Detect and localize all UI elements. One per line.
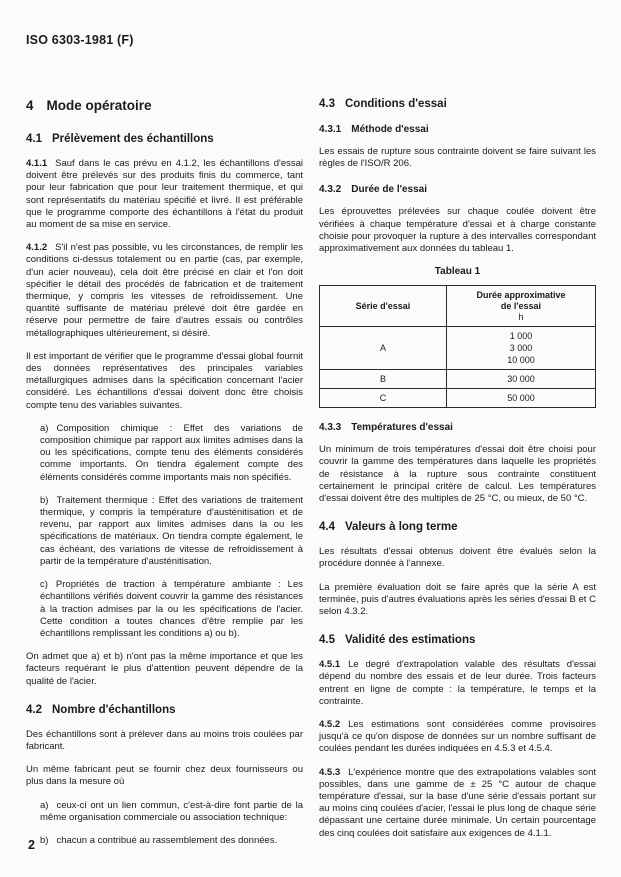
section-heading-4 — [26, 98, 303, 113]
document-reference: ISO 6303-1981 (F) — [26, 33, 134, 47]
left-column — [26, 88, 303, 858]
list-item-text: chacun a contribué au rassemblement des données. — [56, 834, 278, 846]
paragraph-4-4-a: Les résultats d'essai obtenus doivent être évalués selon la procédure donnée à l'annexe. — [319, 546, 596, 570]
clause-number: 4.1 — [26, 133, 42, 145]
list-item-label: a) — [40, 799, 49, 811]
list-item-text: ceux-ci ont un lien commun, c'est-à-dire font partie de la même organisation commerciale ou association technique: — [40, 799, 303, 823]
list-item-label: b) — [40, 834, 49, 846]
list-item-text: Traitement thermique : Effet des variations de traitement thermique, y compris la température d'austénitisation et de revenu, par rapport aux limites admises dans la ou les spécifications de matériaux. On tiendra compte également, le cas échéant, des variations de vitesse de refroidissement à partir de la température d'austénitisation. — [40, 494, 303, 567]
clause-text: Les estimations sont considérées comme provisoires jusqu'à ce qu'on dispose de données sur un nombre suffisant de coulées pendant les durées indiquées en 4.5.3 et 4.5.4. — [319, 719, 596, 755]
list-item-label: b) — [40, 494, 49, 506]
clause-text: Sauf dans le cas prévu en 4.1.2, les échantillons d'essai doivent être prélevés sur des produits finis du commerce, tant pour leur fabrication que pour leur traitement thermique, et qui sont représentatifs du matériau spécifié et livré. Il est préférable que le programme comporte des échantillons à l'état du produit au moment de sa mise en service. — [26, 158, 303, 231]
list-item-b — [40, 495, 303, 568]
clause-number: 4.5.1 — [319, 659, 341, 671]
list-item-c — [40, 579, 303, 640]
clause-text: S'il n'est pas possible, vu les circonstances, de remplir les conditions ci-dessus totalement ou en partie (cas, par exemple, d'un acier nouveau), cela doit être précisé en clair et l'on doit spécifier le détail des procédés de fabrication et de traitement thermique, y compris les vitesses de refroidissement. Une quantité suffisante de matériau prélevé doit être gardée en réserve pour permettre de faire d'autres essais ou contrôles métallographiques ultérieurement, si désiré. — [26, 242, 303, 339]
table-cell-serie: B — [320, 370, 447, 389]
duration-value: 10 000 — [507, 355, 535, 366]
paragraph-4-5-2 — [319, 719, 596, 756]
clause-title: Méthode d'essai — [351, 124, 429, 135]
paragraph-important: Il est important de vérifier que le programme d'essai global fournit des données représentatives des principales variables métallurgiques admises dans la spécification concernant l'acier considéré. Les échantillons d'essai doivent donc être choisis compte tenu des variables suivantes. — [26, 350, 303, 411]
clause-title: Prélèvement des échantillons — [52, 133, 214, 145]
table-row-a — [320, 327, 596, 370]
paragraph-4-1-1 — [26, 158, 303, 231]
table-cell-serie: C — [320, 389, 447, 408]
clause-number: 4.3 — [319, 98, 335, 110]
table-cell-durations: 30 000 — [446, 370, 595, 389]
clause-title: Valeurs à long terme — [345, 521, 458, 534]
paragraph-prelever: Des échantillons sont à prélever dans au moins trois coulées par fabricant. — [26, 728, 303, 752]
table-header-serie: Série d'essai — [320, 286, 447, 327]
clause-number: 4.1.2 — [26, 242, 48, 254]
paragraph-4-3-1: Les essais de rupture sous contrainte doivent se faire suivant les règles de l'ISO/R 206. — [319, 146, 596, 170]
duration-value: 1 000 — [509, 331, 533, 342]
heading-4-3-1 — [319, 124, 596, 135]
clause-title: Températures d'essai — [351, 422, 453, 434]
clause-title: Durée de l'essai — [351, 184, 428, 196]
clause-number: 4.5 — [319, 634, 335, 647]
heading-4-1 — [26, 133, 303, 145]
paragraph-fabricant: Un même fabricant peut se fournir chez deux fournisseurs ou plus dans la mesure où — [26, 764, 303, 788]
clause-title: Conditions d'essai — [345, 98, 447, 110]
clause-number: 4.5.2 — [319, 719, 341, 731]
clause-number: 4.3.3 — [319, 422, 342, 434]
heading-4-4 — [319, 521, 596, 533]
section-number: 4 — [26, 98, 34, 113]
paragraph-4-3-3: Un minimum de trois températures d'essai doit être choisi pour couvrir la gamme des températures dans laquelle les propriétés de résistance à la rupture sous contrainte constituent certainement le principal critère de calcul. Les températures d'essai doivent être des multiples de 25 °C, ou mieux, de 50 °C. — [319, 444, 596, 505]
list-item-label: c) — [40, 579, 48, 591]
heading-4-3 — [319, 98, 596, 110]
content-columns — [26, 88, 596, 858]
list-item-text: Composition chimique : Effet des variations de composition chimique par rapport aux limites admises dans la ou les spécifications, compte tenu des éléments considérés comme importants. On tiendra également compte des éléments considérés comme importants mais non spécifiés. — [40, 422, 303, 483]
clause-text: L'expérience montre que des extrapolations valables sont possibles, dans une gamme de ± 25 °C autour de chaque température d'essai, sur la base d'une série d'essais portant sur au moins cinq coulées d'acier, l'essai le plus long de chaque série dépassant une certaine durée minimale. Un certain pourcentage des cinq coulées doit satisfaire aux exigences de 4.1.1. — [319, 766, 596, 839]
section-title: Mode opératoire — [46, 98, 152, 113]
table-row-c — [320, 389, 596, 408]
list-item-2a — [40, 800, 303, 824]
clause-number: 4.2 — [26, 703, 42, 716]
clause-number: 4.5.3 — [319, 766, 341, 778]
table-row-b — [320, 370, 596, 389]
table-1 — [319, 285, 596, 408]
clause-number: 4.3.1 — [319, 124, 342, 135]
paragraph-4-4-b: La première évaluation doit se faire après que la série A est terminée, puis d'autres évaluations après les séries d'essai B et C selon 4.3.2. — [319, 581, 596, 618]
paragraph-4-5-3 — [319, 767, 596, 840]
table-caption: Tableau 1 — [434, 266, 481, 278]
table-header-row — [320, 286, 596, 327]
paragraph-4-3-2: Les éprouvettes prélevées sur chaque coulée doivent être vérifiées à chaque température d'essai et à charge constante choisie pour provoquer la rupture à des intervalles correspondant approximativement aux données du tableau 1. — [319, 206, 596, 255]
table-cell-serie: A — [320, 327, 447, 370]
paragraph-4-5-1 — [319, 659, 596, 708]
heading-4-3-3 — [319, 422, 596, 433]
paragraph-admet: On admet que a) et b) n'ont pas la même importance et que les facteurs requérant le plus d'attention peuvent dépendre de la qualité de l'acier. — [26, 651, 303, 687]
table-header-unit: h — [518, 312, 524, 323]
table-cell-durations: 50 000 — [446, 389, 595, 408]
table-header-line: de l'essai — [500, 301, 542, 312]
heading-4-3-2 — [319, 184, 596, 195]
duration-value: 3 000 — [509, 343, 533, 354]
list-item-text: Propriétés de traction à température ambiante : Les échantillons vérifiés doivent couvrir la gamme des résistances à la traction admises par la ou les spécifications de l'acier. Cette condition a toutes chances d'être remplie par les échantillons remplissant les conditions a) ou b). — [40, 579, 303, 639]
clause-text: Le degré d'extrapolation valable des résultats d'essai dépend du nombre des essais et de leur durée. Trois facteurs entrent en ligne de compte : la température, le temps et la contrainte. — [319, 659, 596, 707]
clause-title: Nombre d'échantillons — [52, 703, 176, 716]
clause-number: 4.1.1 — [26, 158, 48, 169]
list-item-label: a) — [40, 422, 49, 434]
clause-title: Validité des estimations — [345, 634, 476, 647]
paragraph-4-1-2 — [26, 242, 303, 340]
page-number: 2 — [28, 838, 35, 852]
table-header-duree — [446, 286, 595, 327]
clause-number: 4.4 — [319, 521, 335, 534]
list-item-2b — [40, 835, 303, 847]
table-cell-durations — [446, 327, 595, 370]
heading-4-2 — [26, 704, 303, 716]
table-header-line: Durée approximative — [476, 290, 566, 301]
heading-4-5 — [319, 634, 596, 646]
clause-number: 4.3.2 — [319, 184, 342, 196]
right-column — [319, 88, 596, 858]
list-item-a — [40, 423, 303, 484]
